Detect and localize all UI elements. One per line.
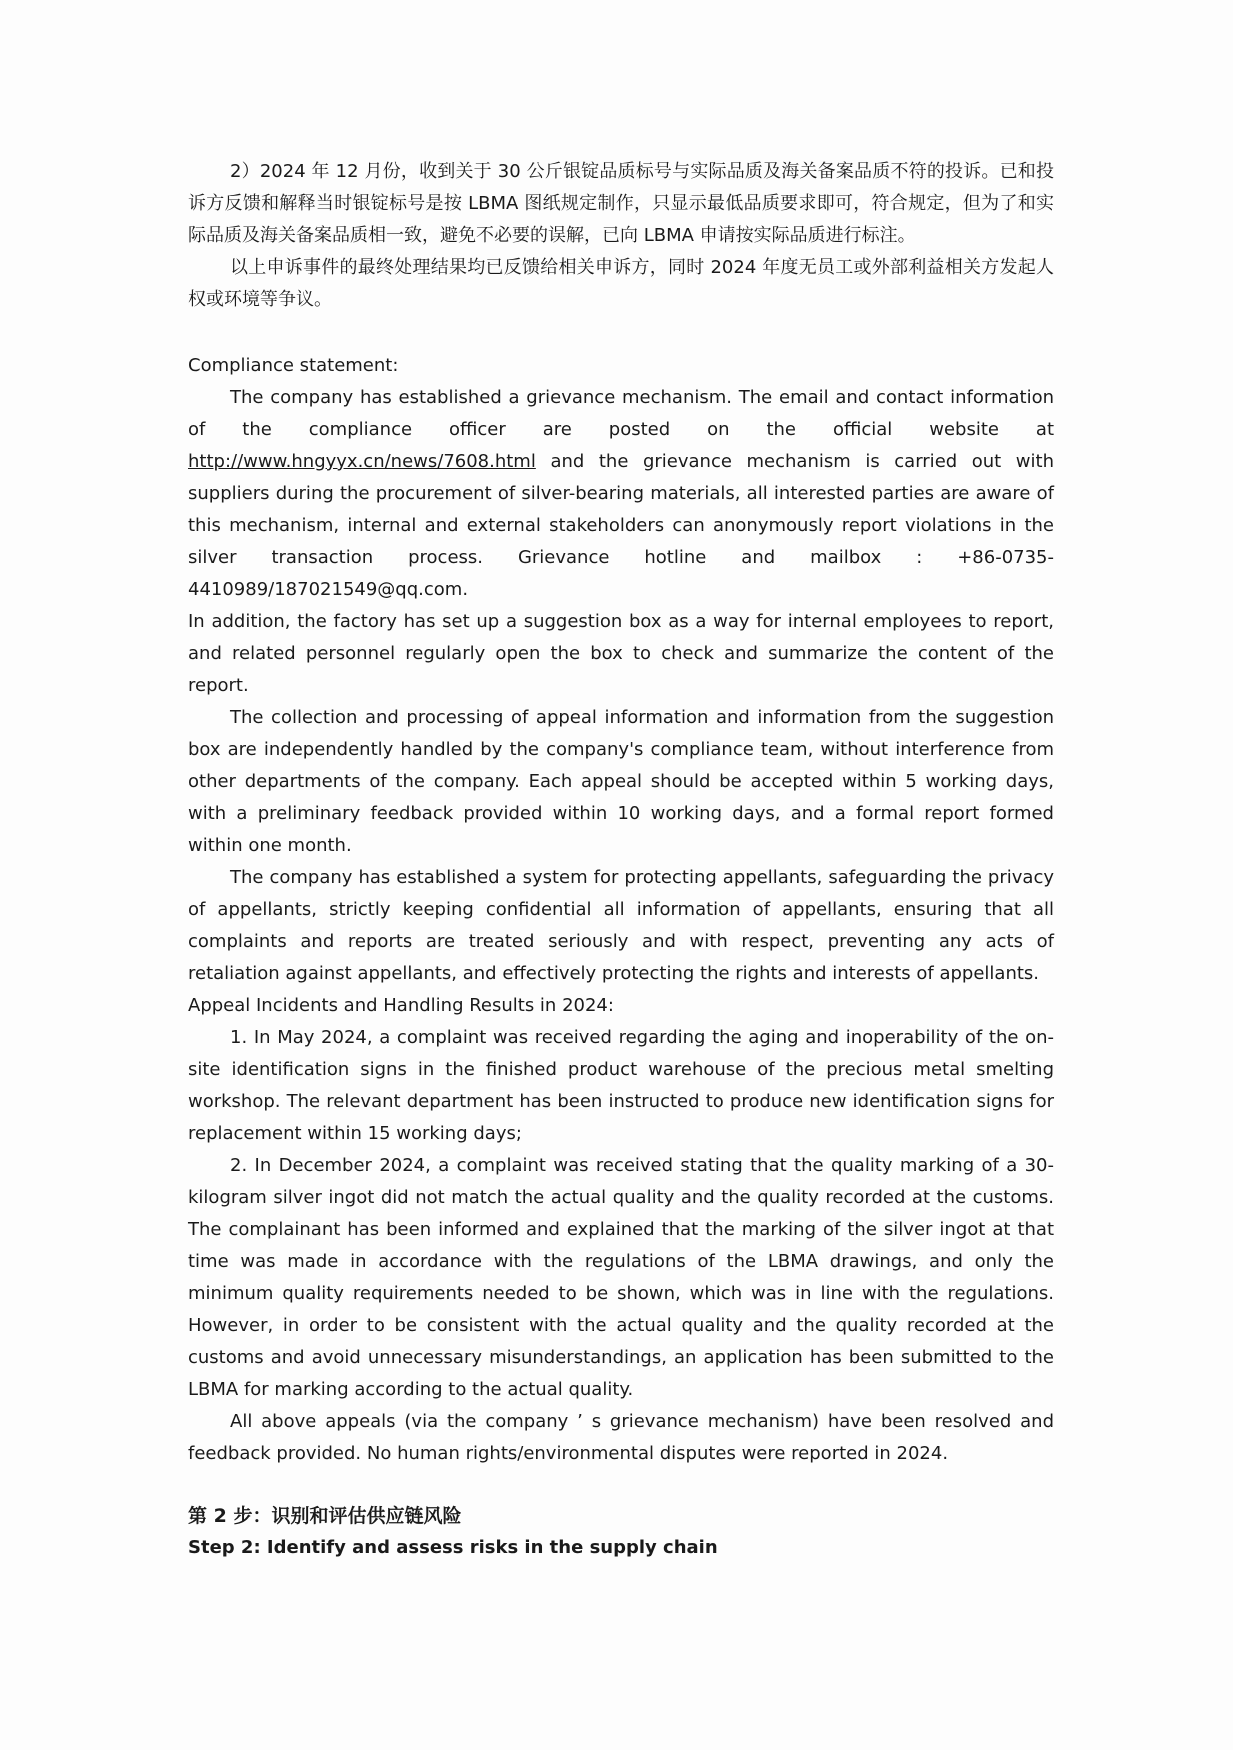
cn-paragraph-2: 以上申诉事件的最终处理结果均已反馈给相关申诉方，同时 2024 年度无员工或外部利益相关方发起人权或环境等争议。 bbox=[188, 257, 1054, 310]
compliance-paragraph-1 bbox=[188, 382, 1054, 606]
step-heading-cn: 第 2 步：识别和评估供应链风险 bbox=[188, 1505, 462, 1527]
compliance-paragraph-3: The collection and processing of appeal information and information from the suggestion box are independently handled by the company's compliance team, without interference from other departments of the company. Each appeal should be accepted within 5 working days, with a preliminary feedback provided within 10 working days, and a formal report formed within one month. bbox=[188, 707, 1054, 856]
compliance-label: Compliance statement: bbox=[188, 355, 399, 376]
incident-1: 1. In May 2024, a complaint was received regarding the aging and inoperability of the on-site identification signs in the finished product warehouse of the precious metal smelting workshop. The relevant department has been instructed to produce new identification signs for replacement within 15 working days; bbox=[188, 1027, 1054, 1144]
compliance-paragraph-2: In addition, the factory has set up a suggestion box as a way for internal employees to report, and related personnel regularly open the box to check and summarize the content of the report. bbox=[188, 611, 1054, 696]
compliance-text-after-link: and the grievance mechanism is carried out with suppliers during the procurement of silver-bearing materials, all interested parties are aware of this mechanism, internal and external stakeholders can anonymously report violations in the silver transaction process. Grievance hotline and mailbox : +86-0735-4410989/187021549@qq.com. bbox=[188, 451, 1054, 600]
step-heading-en: Step 2: Identify and assess risks in the supply chain bbox=[188, 1537, 718, 1558]
summary-paragraph: All above appeals (via the company ’ s grievance mechanism) have been resolved and feedback provided. No human rights/environmental disputes were reported in 2024. bbox=[188, 1411, 1054, 1464]
website-link[interactable]: http://www.hngyyx.cn/news/7608.html bbox=[188, 451, 536, 472]
compliance-paragraph-4: The company has established a system for protecting appellants, safeguarding the privacy of appellants, strictly keeping confidential all information of appellants, ensuring that all complaints and reports are treated seriously and with respect, preventing any acts of retaliation against appellants, and effectively protecting the rights and interests of appellants. bbox=[188, 867, 1054, 984]
incident-2: 2. In December 2024, a complaint was received stating that the quality marking of a 30-kilogram silver ingot did not match the actual quality and the quality recorded at the customs. The complainant has been informed and explained that the marking of the silver ingot at that time was made in accordance with the regulations of the LBMA drawings, and only the minimum quality requirements needed to be shown, which was in line with the regulations. However, in order to be consistent with the actual quality and the quality recorded at the customs and avoid unnecessary misunderstandings, an application has been submitted to the LBMA for marking according to the actual quality. bbox=[188, 1155, 1054, 1400]
incidents-label: Appeal Incidents and Handling Results in 2024: bbox=[188, 995, 614, 1016]
document-body bbox=[188, 156, 1054, 1564]
cn-paragraph-1: 2）2024 年 12 月份，收到关于 30 公斤银锭品质标号与实际品质及海关备案品质不符的投诉。已和投诉方反馈和解释当时银锭标号是按 LBMA 图纸规定制作，只显示最低品质要求即可，符合规定，但为了和实际品质及海关备案品质相一致，避免不必要的误解，已向 LBMA 申请按实际品质进行标注。 bbox=[188, 161, 1054, 246]
compliance-text-before-link: The company has established a grievance mechanism. The email and contact information of the compliance officer are posted on the official website at bbox=[188, 387, 1054, 440]
